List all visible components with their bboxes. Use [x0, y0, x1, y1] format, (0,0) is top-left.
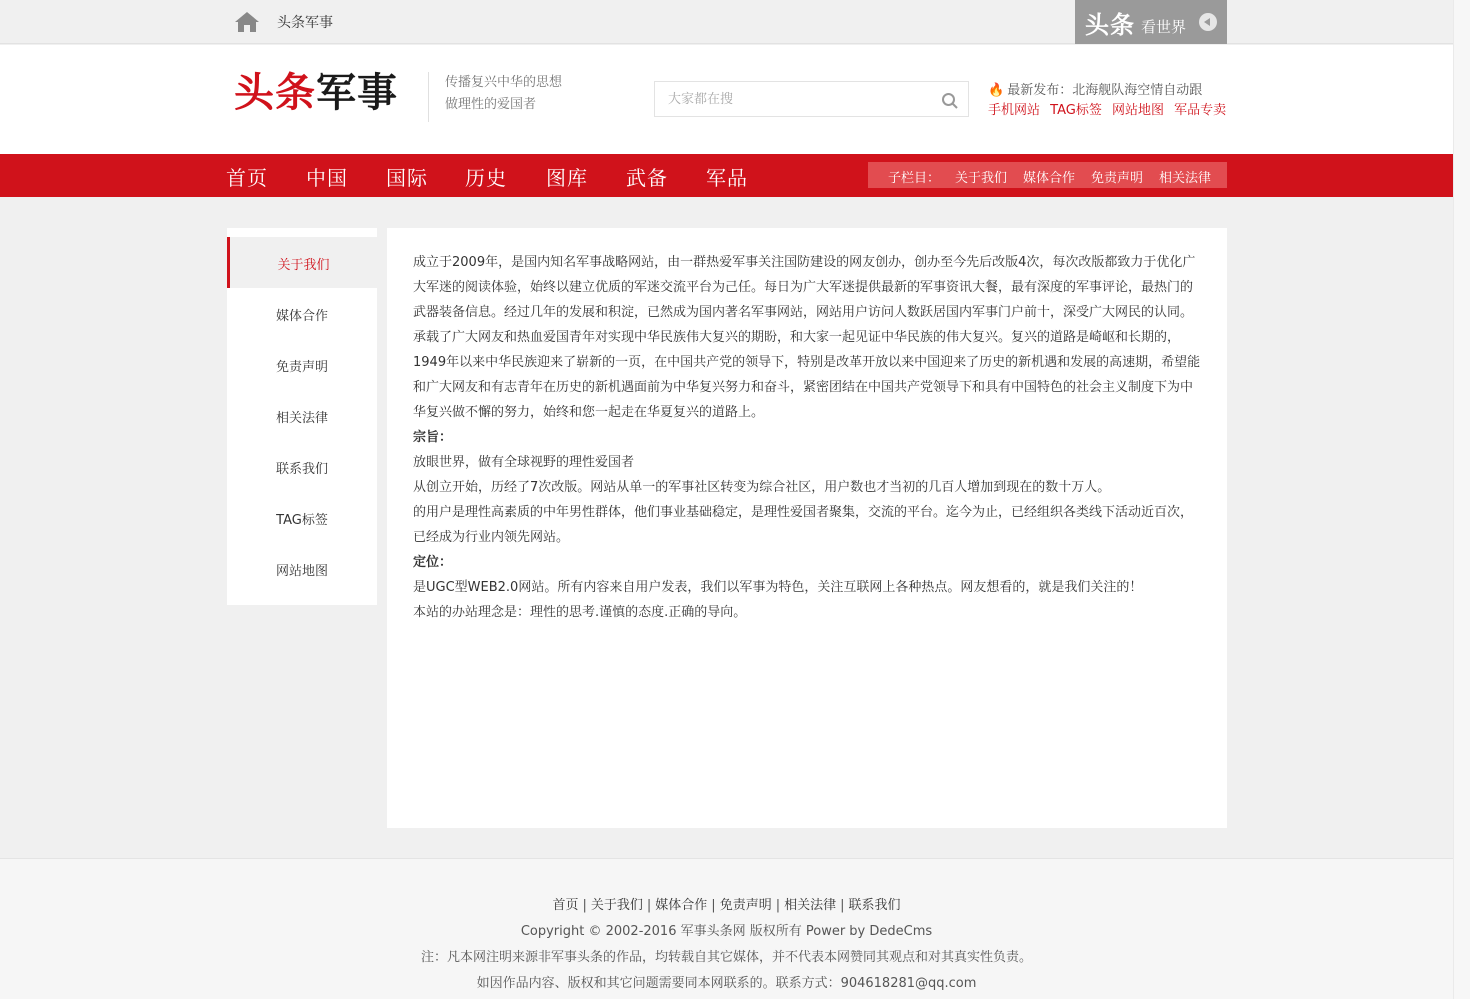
nav-item-international[interactable]: 国际	[386, 166, 428, 190]
sidebar-item-label: TAG标签	[276, 513, 328, 528]
footer	[0, 858, 1453, 999]
history-text: 从创立开始，历经了7次改版。网站从单一的军事社区转变为综合社区，用户数也才当初的几百人增加到现在的数十万人。	[413, 480, 1111, 495]
intro-paragraph: 成立于2009年，是国内知名军事战略网站，由一群热爱军事关注国防建设的网友创办，创办至今先后改版4次，每次改版都致力于优化广大军迷的阅读体验，始终以建立优质的军迷交流平台为己任。每日为广大军迷提供最新的军事资讯大餐，最有深度的军事评论，最热门的武器装备信息。经过几年的发展和积淀，已然成为国内著名军事网站，网站用户访问人数跃居国内军事门户前十，深受广大网民的认同。承载了广大网友和热血爱国青年对实现中华民族伟大复兴的期盼，和大家一起见证中华民族的伟大复兴。复兴的道路是崎岖和长期的，1949年以来中华民族迎来了崭新的一页，在中国共产党的领导下，特别是改革开放以来中国迎来了历史的新机遇和发展的高速期，希望能和广大网友和有志青年在历史的新机遇面前为中华复兴努力和奋斗，紧密团结在中国共产党领导下和具有中国特色的社会主义制度下为中华复兴做不懈的努力，始终和您一起走在华夏复兴的道路上。	[413, 255, 1201, 420]
sidebar-item-law[interactable]	[227, 390, 377, 441]
sidebar-item-contact[interactable]	[227, 441, 377, 492]
footer-contact: 如因作品内容、版权和其它问题需要同本网联系的。联系方式：904618281@qq.com	[476, 976, 977, 991]
sub-nav-law[interactable]: 相关法律	[1159, 171, 1212, 186]
fire-icon: 🔥	[988, 83, 1005, 98]
sidebar-item-label: 媒体合作	[275, 309, 328, 324]
main-nav	[0, 154, 1453, 197]
nav-item-weapons[interactable]: 武备	[626, 166, 668, 190]
sub-nav	[868, 162, 1227, 188]
search-box	[654, 81, 969, 117]
search-input[interactable]	[656, 83, 926, 115]
logo-red-text: 头条	[234, 70, 316, 116]
footer-separator: |	[711, 898, 716, 913]
nav-item-history[interactable]: 历史	[465, 166, 507, 190]
quick-link-tags[interactable]: TAG标签	[1050, 103, 1102, 118]
positioning-text: 是UGC型WEB2.0网站。所有内容来自用户发表，我们以军事为特色，关注互联网上各种热点。网友想看的，就是我们关注的！	[413, 580, 1143, 595]
philosophy-text: 本站的办站理念是：理性的思考.谨慎的态度.正确的导向。	[413, 605, 747, 620]
sidebar-item-label: 免责声明	[275, 360, 328, 375]
sub-nav-label: 子栏目：	[888, 171, 941, 186]
header	[0, 45, 1453, 154]
sidebar-item-sitemap[interactable]	[227, 543, 377, 594]
nav-item-products[interactable]: 军品	[706, 166, 748, 190]
sub-nav-disclaimer[interactable]: 免责声明	[1091, 171, 1144, 186]
vertical-scrollbar[interactable]	[1453, 0, 1470, 999]
footer-notice: 注：凡本网注明来源非军事头条的作品，均转载自其它媒体，并不代表本网赞同其观点和对其真实性负责。	[420, 950, 1032, 965]
footer-link-contact[interactable]: 联系我们	[848, 898, 901, 913]
footer-link-media[interactable]: 媒体合作	[655, 898, 708, 913]
latest-release-text: 最新发布：北海舰队海空情自动跟	[1007, 83, 1203, 98]
quick-link-shop[interactable]: 军品专卖	[1174, 103, 1227, 118]
nav-item-home[interactable]: 首页	[226, 166, 268, 190]
footer-link-about[interactable]: 关于我们	[590, 898, 643, 913]
arrow-left-icon[interactable]	[1199, 13, 1217, 31]
sidebar-item-media[interactable]	[227, 288, 377, 339]
site-logo[interactable]	[234, 67, 398, 119]
footer-separator: |	[840, 898, 845, 913]
sidebar-item-label: 相关法律	[275, 411, 328, 426]
quick-links	[988, 99, 1232, 118]
sidebar-item-label: 关于我们	[277, 258, 330, 273]
badge-small-text: 看世界	[1141, 18, 1187, 36]
home-icon[interactable]	[234, 11, 260, 33]
footer-link-disclaimer[interactable]: 免责声明	[719, 898, 772, 913]
footer-links	[0, 894, 1453, 913]
top-bar	[0, 0, 1453, 44]
sub-nav-about[interactable]: 关于我们	[955, 171, 1008, 186]
footer-copyright: Copyright © 2002-2016 军事头条网 版权所有 Power by DedeCms	[520, 924, 933, 939]
nav-item-china[interactable]: 中国	[306, 166, 348, 190]
sidebar-item-tags[interactable]	[227, 492, 377, 543]
sub-nav-media[interactable]: 媒体合作	[1023, 171, 1076, 186]
article-content	[387, 228, 1227, 828]
sidebar-item-disclaimer[interactable]	[227, 339, 377, 390]
footer-link-home[interactable]: 首页	[552, 898, 579, 913]
mission-text: 放眼世界，做有全球视野的理性爱国者	[413, 455, 635, 470]
sidebar-item-about[interactable]	[227, 237, 377, 288]
footer-separator: |	[582, 898, 587, 913]
mission-heading: 宗旨：	[413, 430, 453, 445]
latest-release[interactable]	[988, 79, 1202, 98]
footer-separator: |	[646, 898, 652, 913]
sidebar	[227, 228, 377, 605]
users-text: 的用户是理性高素质的中年男性群体，他们事业基础稳定，是理性爱国者聚集，交流的平台。迄今为止，已经组织各类线下活动近百次，已经成为行业内领先网站。	[413, 505, 1194, 545]
slogan	[428, 72, 562, 122]
footer-separator: |	[775, 898, 781, 913]
footer-link-law[interactable]: 相关法律	[784, 898, 837, 913]
logo-black-text: 军事	[316, 70, 398, 116]
quick-link-mobile[interactable]: 手机网站	[988, 103, 1041, 118]
topbar-site-link[interactable]: 头条军事	[277, 15, 333, 31]
nav-item-gallery[interactable]: 图库	[546, 166, 588, 190]
sidebar-item-label: 网站地图	[275, 564, 328, 579]
slogan-line-1: 传播复兴中华的思想	[445, 75, 563, 90]
slogan-line-2: 做理性的爱国者	[445, 97, 537, 112]
sidebar-item-label: 联系我们	[275, 462, 328, 477]
positioning-heading: 定位：	[413, 555, 453, 570]
quick-link-sitemap[interactable]: 网站地图	[1111, 103, 1164, 118]
toutiao-badge[interactable]	[1075, 0, 1227, 44]
badge-big-text: 头条	[1085, 11, 1135, 39]
search-icon[interactable]	[941, 92, 959, 110]
